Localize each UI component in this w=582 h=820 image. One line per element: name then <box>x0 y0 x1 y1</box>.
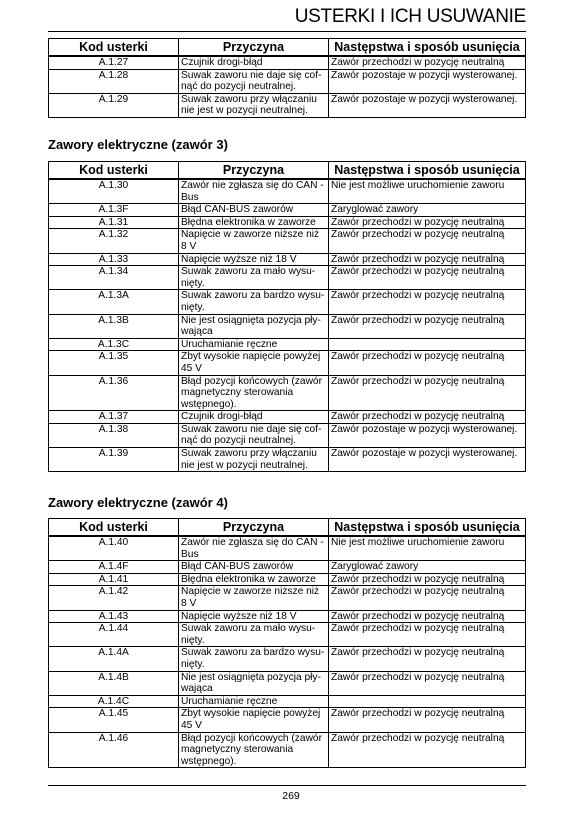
effect-cell: Nie jest możliwe uruchomienie zaworu <box>329 179 526 204</box>
cause-cell: Uruchamianie ręczne <box>179 695 329 708</box>
table-header-row <box>49 519 526 537</box>
fault-code-cell: A.1.4B <box>49 671 179 695</box>
cause-cell: Zawór nie zgłasza się do CAN -Bus <box>179 536 329 561</box>
cause-cell: Suwak zaworu nie daje się cof-nąć do pozycji neutralnej. <box>179 69 329 93</box>
table-row <box>49 623 526 647</box>
cause-cell: Suwak zaworu za mało wysu-nięty. <box>179 623 329 647</box>
effect-cell: Zawór przechodzi w pozycję neutralną <box>329 623 526 647</box>
fault-code-cell: A.1.27 <box>49 56 179 69</box>
column-header-cause: Przyczyna <box>179 162 329 180</box>
cause-cell: Zbyt wysokie napięcie powyżej 45 V <box>179 708 329 732</box>
fault-code-cell: A.1.34 <box>49 266 179 290</box>
fault-code-cell: A.1.4F <box>49 561 179 574</box>
effect-cell: Zawór przechodzi w pozycję neutralną <box>329 732 526 768</box>
fault-code-cell: A.1.30 <box>49 179 179 204</box>
effect-cell: Zawór przechodzi w pozycję neutralną <box>329 671 526 695</box>
section-title-valve-4: Zawory elektryczne (zawór 4) <box>48 495 228 510</box>
fault-table-1 <box>48 38 526 118</box>
table-row <box>49 338 526 351</box>
fault-code-cell: A.1.40 <box>49 536 179 561</box>
fault-code-cell: A.1.46 <box>49 732 179 768</box>
effect-cell: Zawór przechodzi w pozycję neutralną <box>329 253 526 266</box>
effect-cell: Zaryglować zawory <box>329 204 526 217</box>
table-row <box>49 671 526 695</box>
table-row <box>49 732 526 768</box>
effect-cell: Zawór przechodzi w pozycję neutralną <box>329 351 526 375</box>
table-row <box>49 229 526 253</box>
effect-cell: Zawór przechodzi w pozycję neutralną <box>329 266 526 290</box>
table-row <box>49 266 526 290</box>
effect-cell: Zawór przechodzi w pozycję neutralną <box>329 290 526 314</box>
column-header-effect: Następstwa i sposób usunięcia <box>329 39 526 57</box>
cause-cell: Czujnik drogi-błąd <box>179 56 329 69</box>
fault-code-cell: A.1.35 <box>49 351 179 375</box>
table-row <box>49 573 526 586</box>
column-header-effect: Następstwa i sposób usunięcia <box>329 519 526 537</box>
fault-code-cell: A.1.3F <box>49 204 179 217</box>
effect-cell: Zawór pozostaje w pozycji wysterowanej. <box>329 448 526 472</box>
fault-code-cell: A.1.44 <box>49 623 179 647</box>
cause-cell: Suwak zaworu za bardzo wysu-nięty. <box>179 647 329 671</box>
table-row <box>49 351 526 375</box>
effect-cell: Zawór przechodzi w pozycję neutralną <box>329 375 526 411</box>
column-header-cause: Przyczyna <box>179 39 329 57</box>
cause-cell: Suwak zaworu za bardzo wysu-nięty. <box>179 290 329 314</box>
table-row <box>49 708 526 732</box>
fault-code-cell: A.1.3A <box>49 290 179 314</box>
header-rule <box>48 31 526 32</box>
cause-cell: Uruchamianie ręczne <box>179 338 329 351</box>
effect-cell: Zawór pozostaje w pozycji wysterowanej. <box>329 93 526 117</box>
fault-code-cell: A.1.32 <box>49 229 179 253</box>
table-header-row <box>49 39 526 57</box>
effect-cell: Zawór przechodzi w pozycję neutralną <box>329 216 526 229</box>
fault-code-cell: A.1.3B <box>49 314 179 338</box>
fault-code-cell: A.1.38 <box>49 423 179 447</box>
cause-cell: Zbyt wysokie napięcie powyżej 45 V <box>179 351 329 375</box>
table-row <box>49 448 526 472</box>
fault-code-cell: A.1.42 <box>49 586 179 610</box>
effect-cell: Zawór przechodzi w pozycję neutralną <box>329 610 526 623</box>
effect-cell: Zawór przechodzi w pozycję neutralną <box>329 647 526 671</box>
fault-code-cell: A.1.31 <box>49 216 179 229</box>
effect-cell <box>329 695 526 708</box>
cause-cell: Nie jest osiągnięta pozycja pły-wająca <box>179 314 329 338</box>
table-row <box>49 411 526 424</box>
cause-cell: Błąd CAN-BUS zaworów <box>179 204 329 217</box>
fault-code-cell: A.1.45 <box>49 708 179 732</box>
effect-cell: Zawór przechodzi w pozycję neutralną <box>329 411 526 424</box>
effect-cell: Zawór przechodzi w pozycję neutralną <box>329 586 526 610</box>
effect-cell: Zawór przechodzi w pozycję neutralną <box>329 708 526 732</box>
effect-cell <box>329 338 526 351</box>
effect-cell: Zawór pozostaje w pozycji wysterowanej. <box>329 69 526 93</box>
table-row <box>49 216 526 229</box>
page-number: 269 <box>282 790 300 802</box>
table-row <box>49 204 526 217</box>
footer-rule <box>48 785 526 786</box>
column-header-code: Kod usterki <box>49 162 179 180</box>
fault-code-cell: A.1.4A <box>49 647 179 671</box>
effect-cell: Zawór pozostaje w pozycji wysterowanej. <box>329 423 526 447</box>
table-row <box>49 647 526 671</box>
fault-table-valve-4 <box>48 518 526 768</box>
fault-code-cell: A.1.3C <box>49 338 179 351</box>
cause-cell: Zawór nie zgłasza się do CAN -Bus <box>179 179 329 204</box>
fault-code-cell: A.1.29 <box>49 93 179 117</box>
cause-cell: Błąd CAN-BUS zaworów <box>179 561 329 574</box>
fault-code-cell: A.1.37 <box>49 411 179 424</box>
fault-code-cell: A.1.36 <box>49 375 179 411</box>
fault-code-cell: A.1.39 <box>49 448 179 472</box>
effect-cell: Zawór przechodzi w pozycję neutralną <box>329 573 526 586</box>
fault-code-cell: A.1.33 <box>49 253 179 266</box>
cause-cell: Napięcie w zaworze niższe niż 8 V <box>179 586 329 610</box>
cause-cell: Napięcie wyższe niż 18 V <box>179 253 329 266</box>
cause-cell: Błędna elektronika w zaworze <box>179 216 329 229</box>
column-header-cause: Przyczyna <box>179 519 329 537</box>
table-row <box>49 695 526 708</box>
table-row <box>49 93 526 117</box>
cause-cell: Błąd pozycji końcowych (zawór magnetyczny sterowania wstępnego). <box>179 732 329 768</box>
fault-code-cell: A.1.41 <box>49 573 179 586</box>
table-row <box>49 561 526 574</box>
effect-cell: Nie jest możliwe uruchomienie zaworu <box>329 536 526 561</box>
effect-cell: Zaryglować zawory <box>329 561 526 574</box>
cause-cell: Błąd pozycji końcowych (zawór magnetyczny sterowania wstępnego). <box>179 375 329 411</box>
table-row <box>49 179 526 204</box>
column-header-code: Kod usterki <box>49 519 179 537</box>
table-row <box>49 375 526 411</box>
cause-cell: Napięcie wyższe niż 18 V <box>179 610 329 623</box>
effect-cell: Zawór przechodzi w pozycję neutralną <box>329 56 526 69</box>
cause-cell: Suwak zaworu nie daje się cof-nąć do pozycji neutralnej. <box>179 423 329 447</box>
cause-cell: Napięcie w zaworze niższe niż 8 V <box>179 229 329 253</box>
table-row <box>49 610 526 623</box>
table-row <box>49 290 526 314</box>
table-row <box>49 56 526 69</box>
table-row <box>49 536 526 561</box>
column-header-code: Kod usterki <box>49 39 179 57</box>
cause-cell: Nie jest osiągnięta pozycja pły-wająca <box>179 671 329 695</box>
page-header-title: USTERKI I ICH USUWANIE <box>294 6 526 27</box>
column-header-effect: Następstwa i sposób usunięcia <box>329 162 526 180</box>
table-row <box>49 314 526 338</box>
table-row <box>49 69 526 93</box>
section-title-valve-3: Zawory elektryczne (zawór 3) <box>48 137 228 152</box>
table-row <box>49 253 526 266</box>
fault-code-cell: A.1.4C <box>49 695 179 708</box>
table-row <box>49 586 526 610</box>
cause-cell: Suwak zaworu przy włączaniu nie jest w pozycji neutralnej. <box>179 448 329 472</box>
table-row <box>49 423 526 447</box>
fault-code-cell: A.1.43 <box>49 610 179 623</box>
cause-cell: Błędna elektronika w zaworze <box>179 573 329 586</box>
effect-cell: Zawór przechodzi w pozycję neutralną <box>329 314 526 338</box>
fault-code-cell: A.1.28 <box>49 69 179 93</box>
effect-cell: Zawór przechodzi w pozycję neutralną <box>329 229 526 253</box>
cause-cell: Suwak zaworu za mało wysu-nięty. <box>179 266 329 290</box>
cause-cell: Suwak zaworu przy włączaniu nie jest w pozycji neutralnej. <box>179 93 329 117</box>
fault-table-valve-3 <box>48 161 526 472</box>
cause-cell: Czujnik drogi-błąd <box>179 411 329 424</box>
table-header-row <box>49 162 526 180</box>
